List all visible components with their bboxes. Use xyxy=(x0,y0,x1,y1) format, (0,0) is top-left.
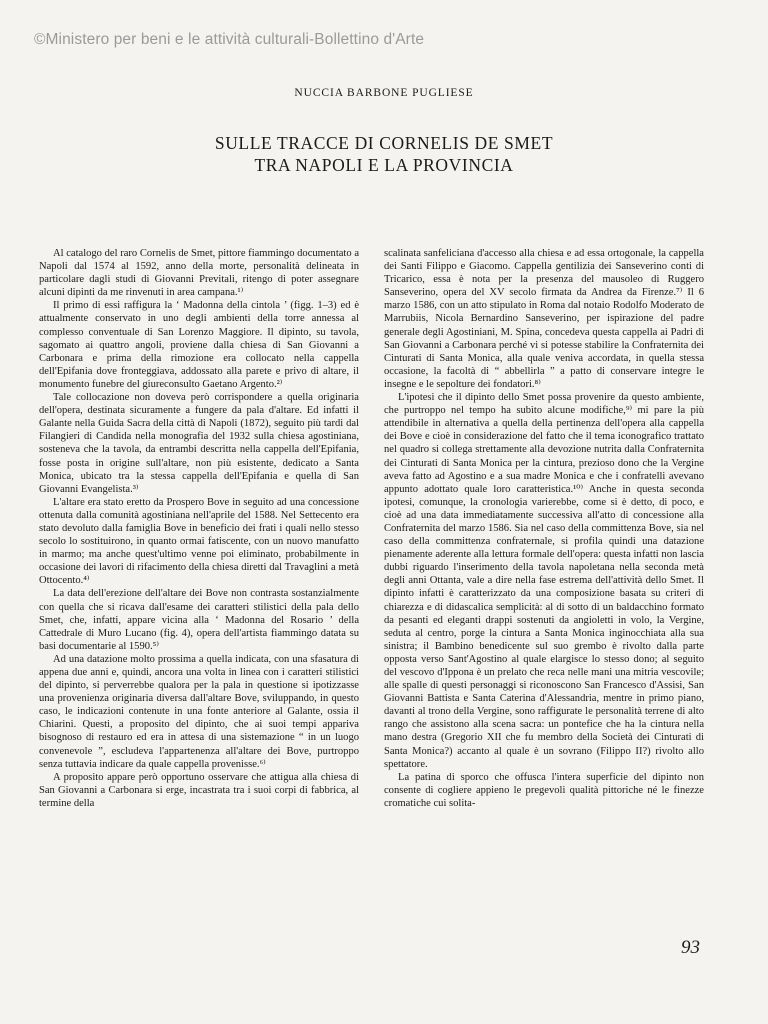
paragraph: La data dell'erezione dell'altare dei Bove non contrasta sostanzialmente con quella che si ricava dall'esame dei caratteri stilistici della pala dello Smet, che, infatti, appare vicina alla ‘ Madonna del Rosario ’ della Cattedrale di Muro Lucano (fig. 4), opera dell'artista fiammingo datata su basi documentarie al 1590.⁵⁾ xyxy=(39,588,359,652)
copyright-watermark: ©Ministero per beni e le attività culturali-Bollettino d'Arte xyxy=(34,31,425,48)
paragraph: La patina di sporco che offusca l'intera superficie del dipinto non consente di cogliere appieno le pregevoli qualità pittoriche né le finezze cromatiche cui solita- xyxy=(384,771,704,809)
right-column xyxy=(384,247,704,810)
page-number: 93 xyxy=(681,937,700,958)
left-column xyxy=(39,247,359,810)
article-title xyxy=(0,132,768,176)
paragraph: Ad una datazione molto prossima a quella indicata, con una sfasatura di appena due anni e, quindi, ancora una volta in linea con i caratteri stilistici del dipinto, si perverrebbe qualora per la pala in questione si ipotizzasse una provenienza originaria diversa dall'altare Bove, sviluppando, in questo caso, le indicazioni contenute in una fonte anteriore al Galante, ossia il Chiarini. Questi, a proposito del dipinto, che ai suoi tempi appariva bisognoso di restauro ed era in attesa di una sistemazione “ in un luogo convenevole ”, escludeva l'appartenenza all'altare dei Bove, purtroppo senza tuttavia indicare da quale cappella provenisse.⁶⁾ xyxy=(39,653,359,770)
title-line-1: SULLE TRACCE DI CORNELIS DE SMET xyxy=(214,133,554,153)
paragraph: Tale collocazione non doveva però corrispondere a quella originaria dell'opera, destinata sicuramente a fungere da pala d'altare. Ed infatti il Galante nella Guida Sacra della città di Napoli (1872), seguito più tardi dal Filangieri di Candida nella monografia del 1932 sulla chiesa agostiniana, sosteneva che la tavola, da entrambi descritta nella cappella dell'Epifania, fosse posta in origine sull'altare, non più esistente, dedicato a Santa Monica, ubicato tra la stessa cappella dell'Epifania e quella di San Giovanni Evangelista.³⁾ xyxy=(39,392,359,495)
title-line-2: TRA NAPOLI E LA PROVINCIA xyxy=(254,155,514,175)
paragraph: Al catalogo del raro Cornelis de Smet, pittore fiammingo documentato a Napoli dal 1574 al 1592, anno della morte, personalità delineata in particolare dagli studi di Giovanni Previtali, ritengo di poter assegnare alcuni dipinti da me rinvenuti in area campana.¹⁾ xyxy=(39,248,359,299)
paragraph: L'ipotesi che il dipinto dello Smet possa provenire da questo ambiente, che purtroppo nel tempo ha subìto alcune modifiche,⁹⁾ mi pare la più attendibile in alternativa a quella della pertinenza dell'opera alla cappella dei Bove e cioè in considerazione del fatto che il tema iconografico trattato nel quadro si collega strettamente alla devozione nutrita dalla Confraternita dei Cinturati di Santa Monica per la cintura, prezioso dono che la Vergine aveva fatto ad Agostino e a sua madre Monica e che i confratelli avevano appunto adottato quale loro caratteristica.¹⁰⁾ Anche in questa seconda ipotesi, comunque, la cronologia varierebbe, come si è detto, di poco, e cioè ad una data immediatamente successiva all'atto di concessione alla Confraternita del marzo 1586. Sia nel caso della committenza Bove, sia nel caso della committenza confraternale, si profila quindi una datazione pienamente aderente alla lettura formale dell'opera: questa infatti non lascia dubbi riguardo l'inserimento della tavola napoletana nella seconda metà degli anni Ottanta, vale a dire nella fase estrema dell'attività dello Smet. Il dipinto infatti è caratterizzato da una composizione basata su criteri di chiarezza e di didascalica semplicità: al di sotto di un baldacchino formato da pesanti ed eleganti drappi sostenuti da angioletti in volo, la Vergine, seduta al centro, porge la cintura a Santa Monica inginocchiata alla sua sinistra; il Bambino benedicente sul suo grembo è rivolto dalla parte opposta verso Sant'Agostino al quale elargisce lo stesso dono; al seguito del vescovo d'Ippona è un prelato che reca nelle mani una mitria vescovile; alle spalle di questi personaggi si riconoscono San Francesco d'Assisi, San Giovanni Battista e Santa Caterina d'Alessandria, mentre in primo piano, davanti al trono della Vergine, sono raffigurate le personalità terrene di alto rango che assistono alla scena sacra: un pontefice che ha la cintura nella mano destra (Gregorio XII che fu membro della Società dei Cinturati di Santa Monica?) accanto al quale è un sovrano (Filippo II?) rivolto allo spettatore. xyxy=(384,392,704,770)
paragraph: A proposito appare però opportuno osservare che attigua alla chiesa di San Giovanni a Carbonara si erge, incastrata tra i suoi corpi di fabbrica, al termine della xyxy=(39,771,359,809)
paragraph: scalinata sanfeliciana d'accesso alla chiesa e ad essa ortogonale, la cappella dei Santi Filippo e Giacomo. Cappella gentilizia dei Sanseverino conti di Tricarico, essa è nota per la presenza del mausoleo di Ruggero Sanseverino, opera del XV secolo firmata da Andrea da Firenze.⁷⁾ Il 6 marzo 1586, con un atto stipulato in Roma dal notaio Rodolfo Moderato de Marrubiis, Nicola Bernardino Sanseverino, per ispirazione del padre generale degli Agostiniani, M. Spina, concedeva questa cappella ai Padri di San Giovanni a Carbonara perché vi si potesse stabilire la Confraternita dei Cinturati di Santa Monica, alla quale veniva accordata, in quella stessa occasione, la facoltà di “ abbellirla ” a patto di conservare integre le insegne e le sepolture dei fondatori.⁸⁾ xyxy=(384,248,704,390)
paragraph: Il primo di essi raffigura la ‘ Madonna della cintola ’ (figg. 1–3) ed è attualmente conservato in uno degli ambienti della torre annessa al complesso conventuale di San Lorenzo Maggiore. Il dipinto, su tavola, sagomato ai quattro angoli, proviene dalla chiesa di San Giovanni a Carbonara e prima della rimozione era collocato nella cappella dell'Epifania dove fronteggiava, addossato alla parete e privo di altare, il monumento funebre del giureconsulto Gaetano Argento.²⁾ xyxy=(39,300,359,390)
paragraph: L'altare era stato eretto da Prospero Bove in seguito ad una concessione ottenuta dalla comunità agostiniana nell'aprile del 1588. Nel Settecento era stato devoluto dalla famiglia Bove in beneficio dei frati i quali nello stesso secolo lo sostituirono, in quanto ormai fatiscente, con un nuovo manufatto in marmo; ma anche quest'ultimo venne poi eliminato, probabilmente in occasione dei lavori di rifacimento della chiesa diretti dal Travaglini a metà Ottocento.⁴⁾ xyxy=(39,496,359,587)
author-name: NUCCIA BARBONE PUGLIESE xyxy=(294,87,474,99)
